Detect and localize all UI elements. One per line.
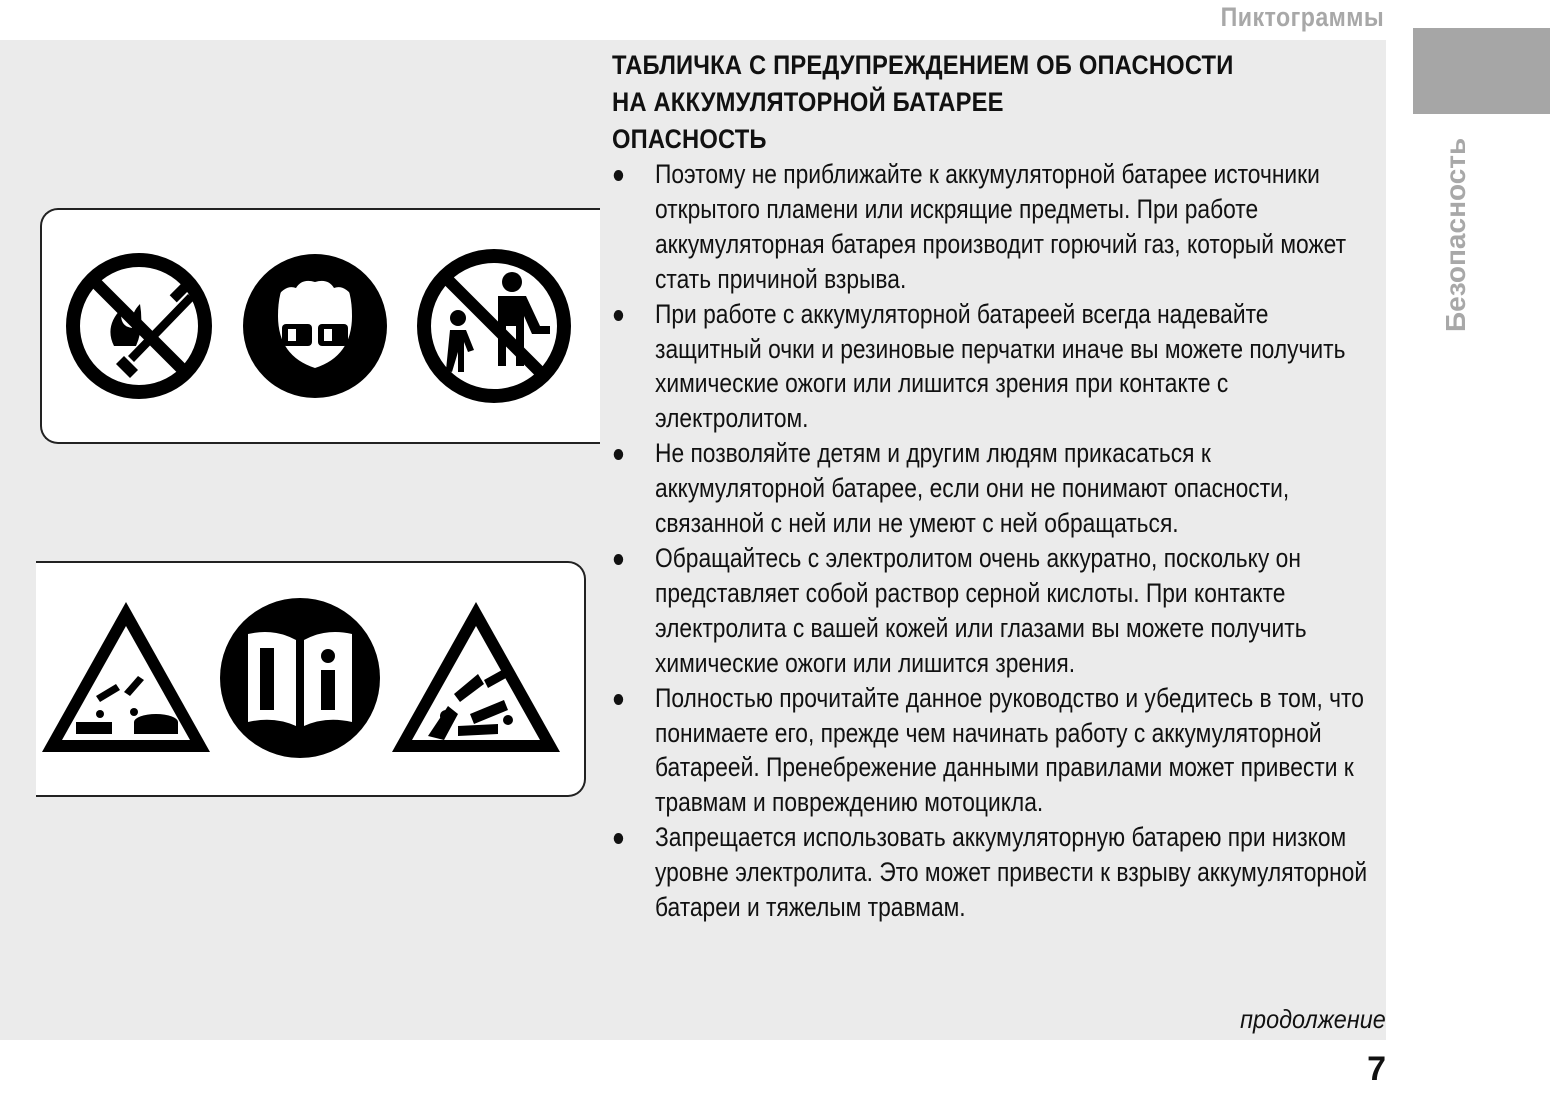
list-item-text: Обращайтесь с электролитом очень аккуратно, поскольку он представляет собой раствор серной кислоты. При контакте электролита с вашей кожей или глазами вы можете получить химические ожоги или лишится зрения. xyxy=(655,542,1307,678)
heading-line-3: ОПАСНОСТЬ xyxy=(612,124,767,154)
section-title: Пиктограммы xyxy=(1220,2,1384,32)
list-item xyxy=(612,297,1369,437)
list-item-text: При работе с аккумуляторной батареей всегда надевайте защитный очки и резиновые перчатки иначе вы можете получить химические ожоги или лишится зрения при контакте с электролитом. xyxy=(655,298,1346,434)
list-item xyxy=(612,436,1369,541)
list-item-text: Поэтому не приближайте к аккумуляторной батарее источники открытого пламени или искрящие предметы. При работе аккумуляторная батарея производит горючий газ, который может стать причиной взрыва. xyxy=(655,159,1347,294)
read-manual-icon xyxy=(218,598,382,758)
list-item xyxy=(612,541,1369,681)
bullet-icon xyxy=(614,694,623,705)
continuation-note: продолжение xyxy=(1240,1004,1386,1034)
list-item-text: Не позволяйте детям и другим людям прикасаться к аккумуляторной батарее, если они не понимают опасности, связанной с ней или не умеют с ней обращаться. xyxy=(655,438,1290,539)
page-number: 7 xyxy=(1367,1050,1386,1088)
bullet-icon xyxy=(614,310,623,321)
safety-goggles-icon xyxy=(240,246,390,406)
heading-line-1: ТАБЛИЧКА С ПРЕДУПРЕЖДЕНИЕМ ОБ ОПАСНОСТИ xyxy=(612,50,1234,80)
keep-children-away-icon xyxy=(414,246,574,406)
corrosive-warning-icon xyxy=(38,596,214,756)
side-tab-marker xyxy=(1413,28,1550,114)
bullet-icon xyxy=(614,554,623,565)
bullet-icon xyxy=(614,833,623,844)
list-item-text: Запрещается использовать аккумуляторную батарею при низком уровне электролита. Это может привести к взрыву аккумуляторной батареи и тяжелым травмам. xyxy=(655,822,1368,923)
list-item-text: Полностью прочитайте данное руководство и убедитесь в том, что понимаете его, прежде чем начинать работу с аккумуляторной батареей. Пренебрежение данными правилами может привести к травмам и повреждению мотоцикла. xyxy=(655,682,1364,818)
side-tab-label: Безопасность xyxy=(1440,137,1471,332)
warning-heading xyxy=(612,47,1281,158)
heading-line-2: НА АККУМУЛЯТОРНОЙ БАТАРЕЕ xyxy=(612,87,1004,117)
list-item xyxy=(612,157,1369,297)
no-open-flame-icon xyxy=(64,246,214,406)
explosive-warning-icon xyxy=(388,596,564,756)
bullet-icon xyxy=(614,449,623,460)
list-item xyxy=(612,820,1369,925)
bullet-icon xyxy=(614,170,623,181)
warning-bullet-list xyxy=(612,157,1369,925)
list-item xyxy=(612,681,1369,821)
